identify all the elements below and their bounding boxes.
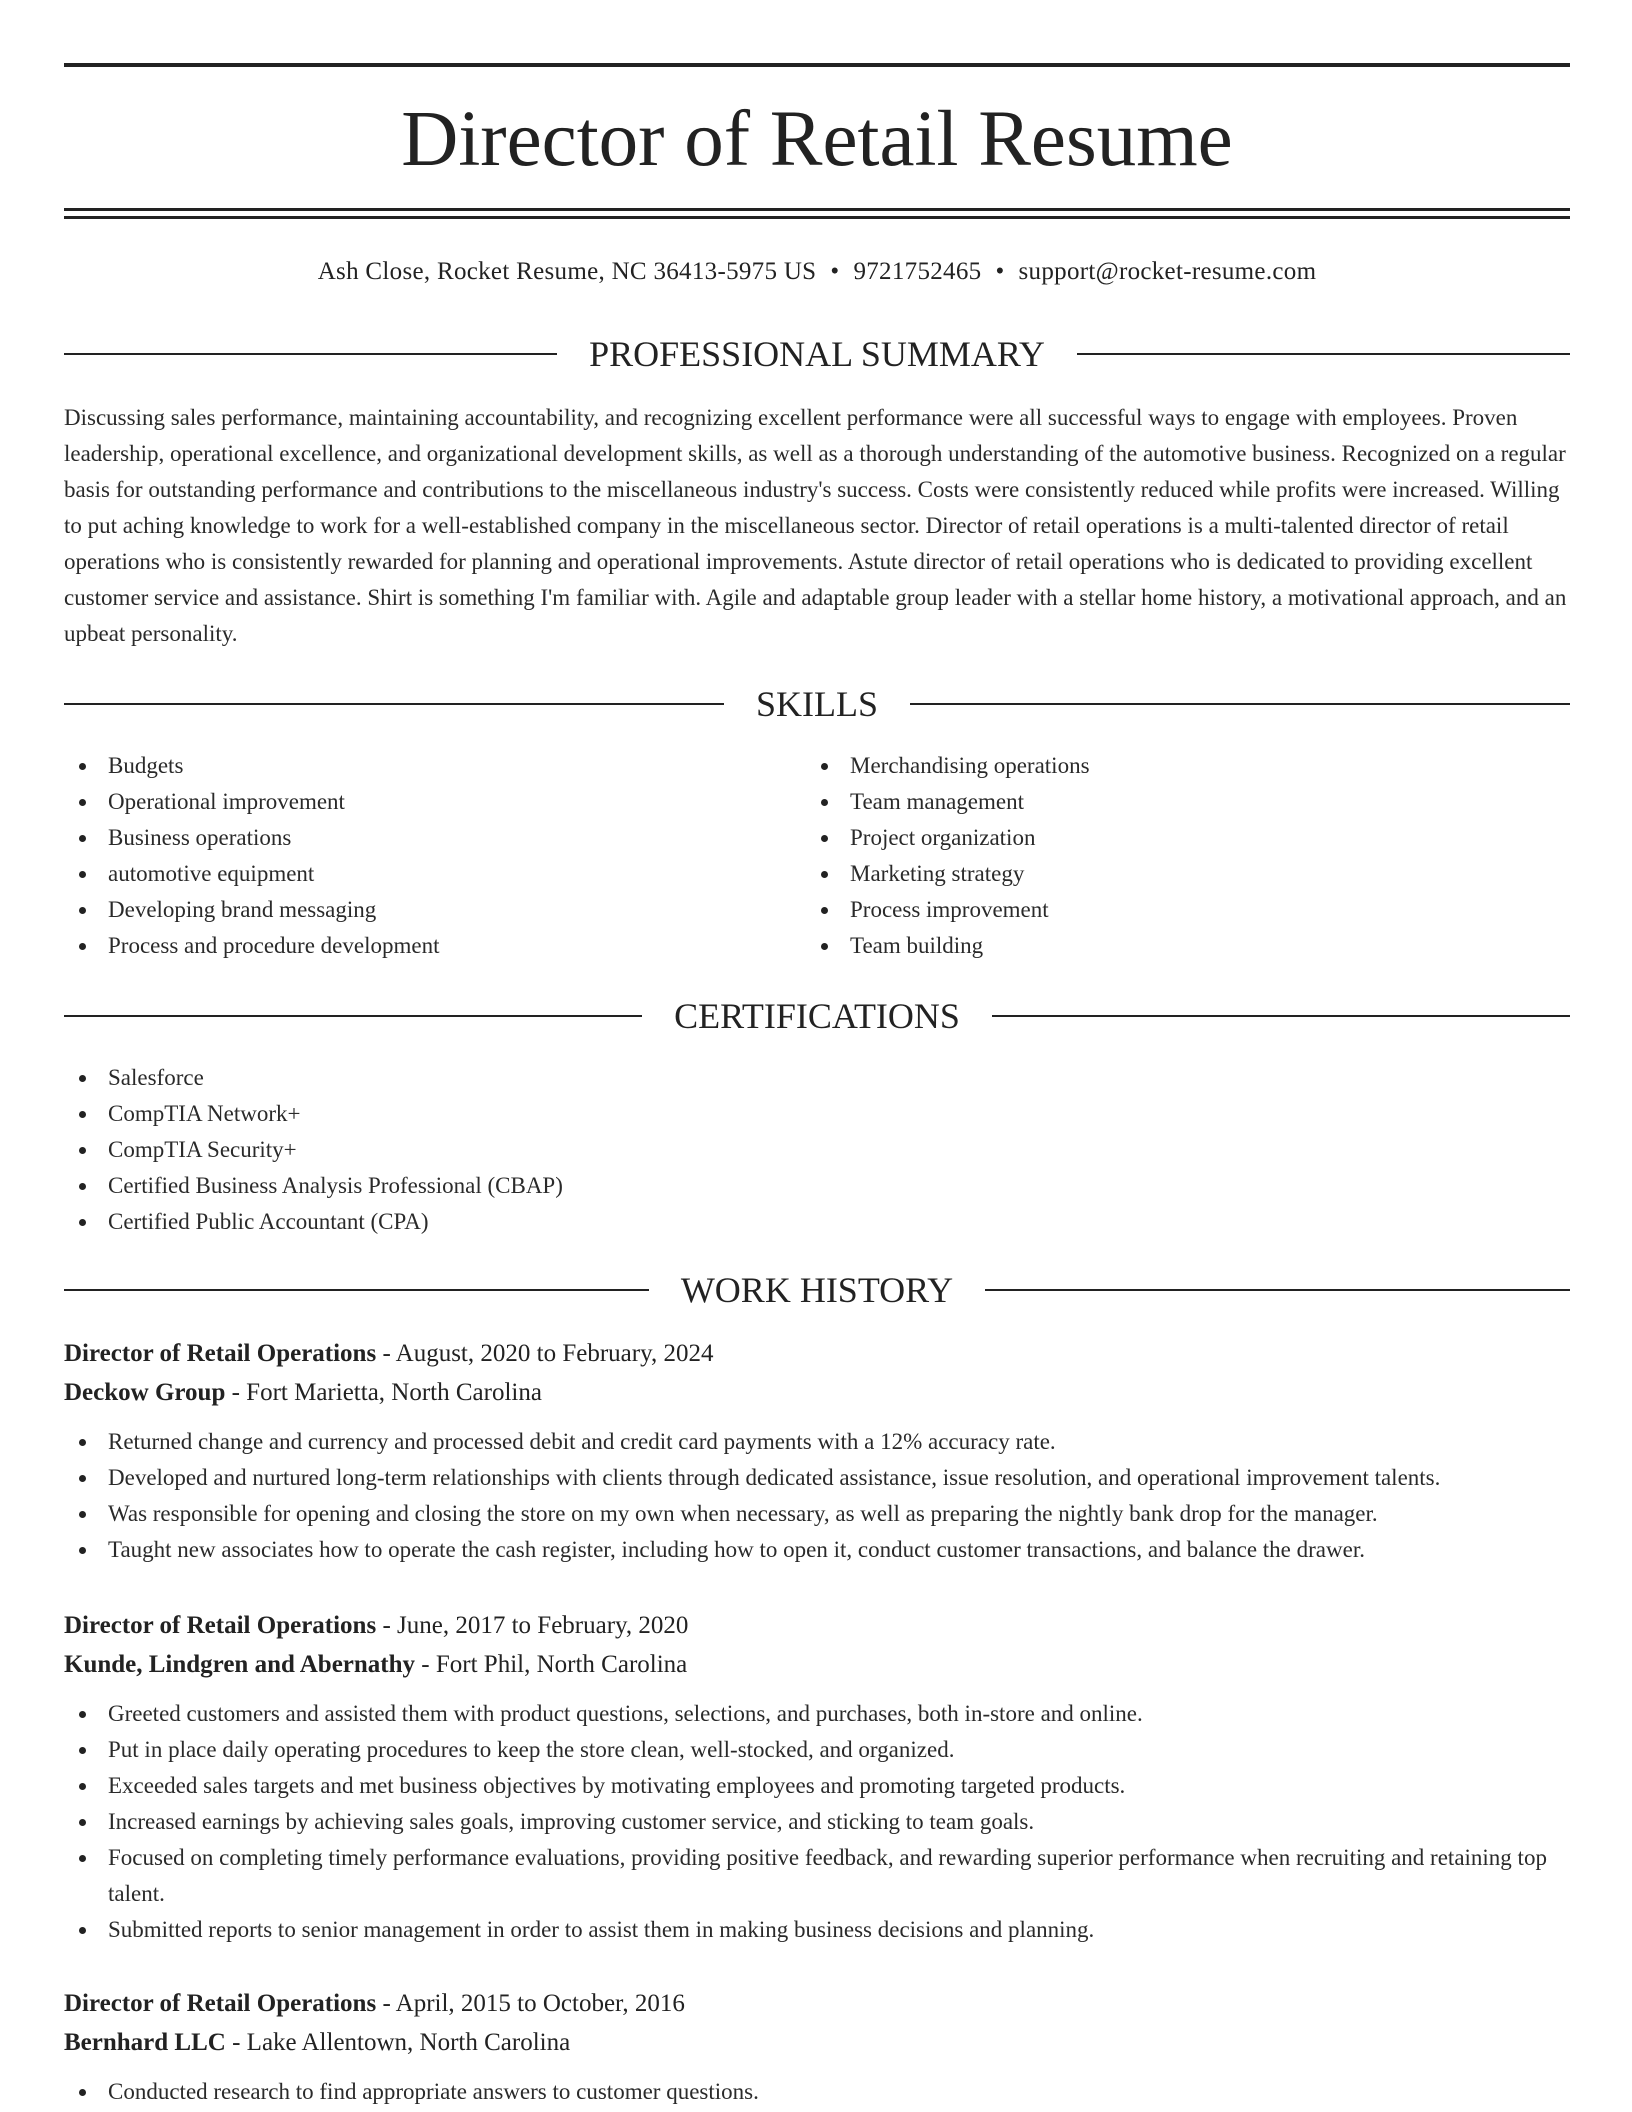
skill-item: Budgets: [64, 748, 804, 784]
skill-item: Project organization: [806, 820, 1546, 856]
skill-item: automotive equipment: [64, 856, 804, 892]
certification-item: Certified Public Accountant (CPA): [64, 1204, 1570, 1240]
heading-rule-left: [64, 1289, 649, 1291]
work-entry: [64, 1606, 1570, 1948]
certification-item: CompTIA Security+: [64, 1132, 1570, 1168]
job-company-line: [64, 1373, 1570, 1412]
job-dates: - June, 2017 to February, 2020: [376, 1612, 689, 1639]
certification-item: Certified Business Analysis Professional (CBAP): [64, 1168, 1570, 1204]
skill-item: Process improvement: [806, 892, 1546, 928]
job-bullet: Taught new associates how to operate the cash register, including how to open it, conduct customer transactions, and balance the drawer.: [64, 1532, 1570, 1568]
heading-rule-right: [992, 1015, 1570, 1017]
section-heading-label: SKILLS: [756, 684, 879, 724]
skill-item: Marketing strategy: [806, 856, 1546, 892]
job-bullet: Focused on completing timely performance evaluations, providing positive feedback, and rewarding superior performance when recruiting and retaining top talent.: [64, 1840, 1570, 1912]
job-bullet: Exceeded sales targets and met business objectives by motivating employees and promoting targeted products.: [64, 1768, 1570, 1804]
work-entry: [64, 1984, 1570, 2110]
skill-item: Developing brand messaging: [64, 892, 804, 928]
job-title: Director of Retail Operations: [64, 1990, 377, 2017]
job-bullet: Developed and nurtured long-term relationships with clients through dedicated assistance, issue resolution, and operational improvement talents.: [64, 1460, 1570, 1496]
section-heading-certifications: [64, 994, 1570, 1038]
job-bullet: Put in place daily operating procedures to keep the store clean, well-stocked, and organized.: [64, 1732, 1570, 1768]
section-heading-label: CERTIFICATIONS: [674, 996, 960, 1036]
job-bullet: Greeted customers and assisted them with product questions, selections, and purchases, both in-store and online.: [64, 1696, 1570, 1732]
section-heading-summary: [64, 332, 1570, 376]
job-company: Kunde, Lindgren and Abernathy: [64, 1651, 416, 1678]
section-heading-skills: [64, 682, 1570, 726]
job-title: Director of Retail Operations: [64, 1340, 377, 1367]
job-bullet: Was responsible for opening and closing the store on my own when necessary, as well as preparing the nightly bank drop for the manager.: [64, 1496, 1570, 1532]
job-dates: - August, 2020 to February, 2024: [376, 1340, 714, 1367]
job-title-line: [64, 1334, 1570, 1373]
work-entry: [64, 1334, 1570, 1568]
job-title-line: [64, 1984, 1570, 2023]
contact-line: [64, 254, 1570, 290]
section-heading-label: PROFESSIONAL SUMMARY: [589, 334, 1045, 374]
header-double-rule-upper: [64, 208, 1570, 211]
contact-email: support@rocket-resume.com: [1018, 258, 1317, 285]
header-top-rule: [64, 63, 1570, 67]
section-heading-work-history: [64, 1268, 1570, 1312]
resume-title: Director of Retail Resume: [401, 96, 1233, 183]
skill-item: Merchandising operations: [806, 748, 1546, 784]
job-bullet: Increased earnings by achieving sales goals, improving customer service, and sticking to team goals.: [64, 1804, 1570, 1840]
heading-rule-left: [64, 353, 557, 355]
skills-left-column: [64, 748, 804, 964]
skill-item: Team building: [806, 928, 1546, 964]
heading-rule-left: [64, 703, 724, 705]
job-location: - Lake Allentown, North Carolina: [225, 2029, 571, 2056]
job-title: Director of Retail Operations: [64, 1612, 377, 1639]
job-company: Deckow Group: [64, 1379, 226, 1406]
skill-item: Process and procedure development: [64, 928, 804, 964]
skill-item: Team management: [806, 784, 1546, 820]
job-title-line: [64, 1606, 1570, 1645]
section-heading-label: WORK HISTORY: [680, 1270, 954, 1310]
contact-separator: •: [995, 258, 1005, 285]
job-location: - Fort Phil, North Carolina: [415, 1651, 688, 1678]
skill-item: Business operations: [64, 820, 804, 856]
heading-rule-left: [64, 1015, 642, 1017]
certification-item: CompTIA Network+: [64, 1096, 1570, 1132]
job-company: Bernhard LLC: [64, 2029, 226, 2056]
job-company-line: [64, 1645, 1570, 1684]
summary-paragraph: Discussing sales performance, maintaining accountability, and recognizing excellent performance were all successful ways to engage with employees. Proven leadership, operational excellence, and organizational development skills, as well as a thorough understanding of the automotive business. Recognized on a regular basis for outstanding performance and contributions to the miscellaneous industry's success. Costs were consistently reduced while profits were increased. Willing to put aching knowledge to work for a well-established company in the miscellaneous sector. Director of retail operations is a multi-talented director of retail operations who is consistently rewarded for planning and operational improvements. Astute director of retail operations who is dedicated to providing excellent customer service and assistance. Shirt is something I'm familiar with. Agile and adaptable group leader with a stellar home history, a motivational approach, and an upbeat personality.: [64, 405, 1567, 646]
job-location: - Fort Marietta, North Carolina: [225, 1379, 542, 1406]
job-company-line: [64, 2023, 1570, 2062]
job-dates: - April, 2015 to October, 2016: [376, 1990, 685, 2017]
certifications-list: [64, 1060, 1570, 1240]
heading-rule-right: [910, 703, 1570, 705]
header-double-rule-lower: [64, 216, 1570, 219]
certification-item: Salesforce: [64, 1060, 1570, 1096]
job-bullet: Conducted research to find appropriate answers to customer questions.: [64, 2074, 1570, 2110]
contact-phone: 9721752465: [853, 258, 982, 285]
skills-right-column: [806, 748, 1546, 964]
job-bullet: Submitted reports to senior management in order to assist them in making business decisions and planning.: [64, 1912, 1570, 1948]
skill-item: Operational improvement: [64, 784, 804, 820]
contact-separator: •: [830, 258, 840, 285]
heading-rule-right: [985, 1289, 1570, 1291]
contact-address: Ash Close, Rocket Resume, NC 36413-5975 US: [317, 258, 817, 285]
heading-rule-right: [1077, 353, 1570, 355]
job-bullet: Returned change and currency and processed debit and credit card payments with a 12% accuracy rate.: [64, 1424, 1570, 1460]
